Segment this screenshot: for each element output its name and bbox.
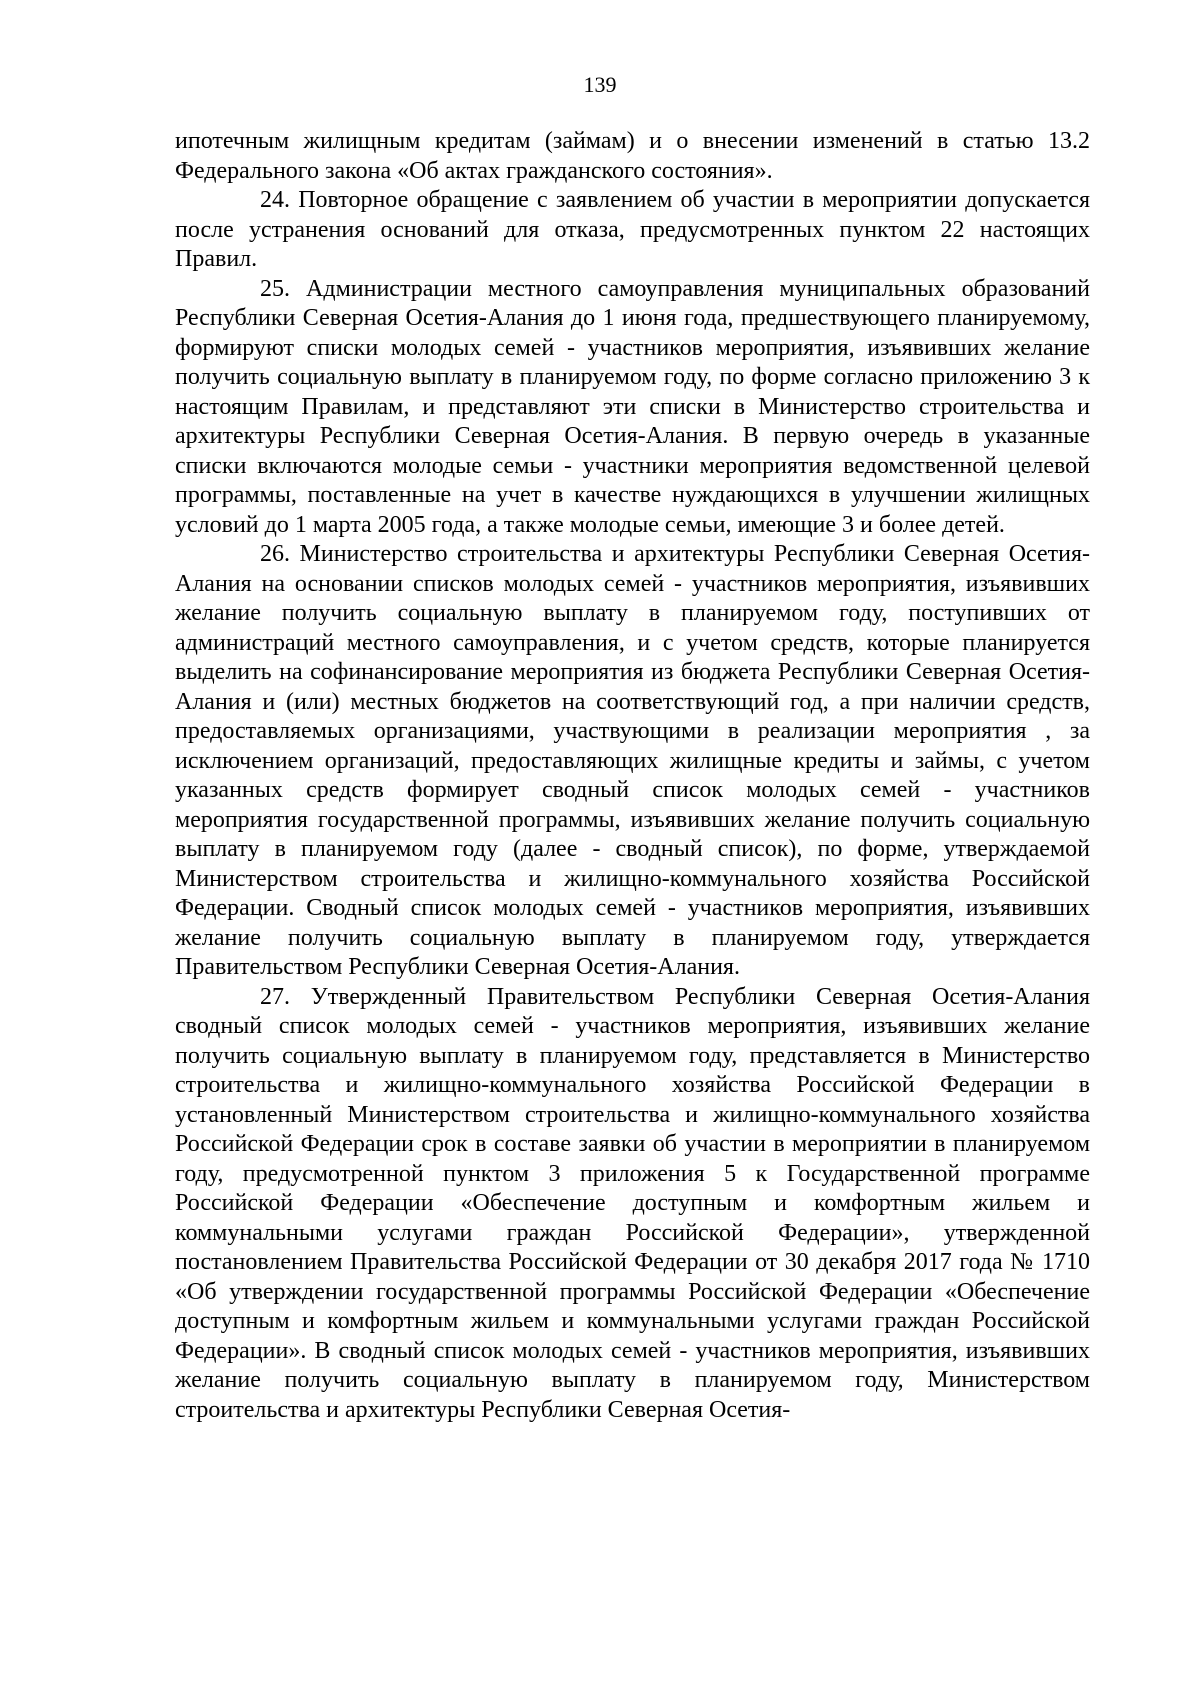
document-body [175, 127, 1090, 1425]
paragraph-24: 24. Повторное обращение с заявлением об участии в мероприятии допускается после устранения оснований для отказа, предусмотренных пунктом 22 настоящих Правил. [175, 187, 1090, 272]
page-number: 139 [583, 72, 617, 97]
paragraph-25: 25. Администрации местного самоуправления муниципальных образований Республики Северная Осетия-Алания до 1 июня года, предшествующего планируемому, формируют списки молодых семей - участников мероприятия, изъявивших желание получить социальную выплату в планируемом году, по форме согласно приложению 3 к настоящим Правилам, и представляют эти списки в Министерство строительства и архитектуры Республики Северная Осетия-Алания. В первую очередь в указанные списки включаются молодые семьи - участники мероприятия ведомственной целевой программы, поставленные на учет в качестве нуждающихся в улучшении жилищных условий до 1 марта 2005 года, а также молодые семьи, имеющие 3 и более детей. [175, 275, 1090, 538]
paragraph-27: 27. Утвержденный Правительством Республики Северная Осетия-Алания сводный список молодых семей - участников мероприятия, изъявивших желание получить социальную выплату в планируемом году, представляется в Министерство строительства и жилищно-коммунального хозяйства Российской Федерации в установленный Министерством строительства и жилищно-коммунального хозяйства Российской Федерации срок в составе заявки об участии в мероприятии в планируемом году, предусмотренной пунктом 3 приложения 5 к Государственной программе Российской Федерации «Обеспечение доступным и комфортным жильем и коммунальными услугами граждан Российской Федерации», утвержденной постановлением Правительства Российской Федерации от 30 декабря 2017 года № 1710 «Об утверждении государственной программы Российской Федерации «Обеспечение доступным и комфортным жильем и коммунальными услугами граждан Российской Федерации». В сводный список молодых семей - участников мероприятия, изъявивших желание получить социальную выплату в планируемом году, Министерством строительства и архитектуры Республики Северная Осетия- [175, 983, 1090, 1423]
paragraph-26: 26. Министерство строительства и архитектуры Республики Северная Осетия-Алания на основании списков молодых семей - участников мероприятия, изъявивших желание получить социальную выплату в планируемом году, поступивших от администраций местного самоуправления, и с учетом средств, которые планируется выделить на софинансирование мероприятия из бюджета Республики Северная Осетия-Алания и (или) местных бюджетов на соответствующий год, а при наличии средств, предоставляемых организациями, участвующими в реализации мероприятия , за исключением организаций, предоставляющих жилищные кредиты и займы, с учетом указанных средств формирует сводный список молодых семей - участников мероприятия государственной программы, изъявивших желание получить социальную выплату в планируемом году (далее - сводный список), по форме, утверждаемой Министерством строительства и жилищно-коммунального хозяйства Российской Федерации. Сводный список молодых семей - участников мероприятия, изъявивших желание получить социальную выплату в планируемом году, утверждается Правительством Республики Северная Осетия-Алания. [175, 541, 1090, 980]
paragraph-continuation: ипотечным жилищным кредитам (займам) и о внесении изменений в статью 13.2 Федерального закона «Об актах гражданского состояния». [175, 128, 1090, 184]
